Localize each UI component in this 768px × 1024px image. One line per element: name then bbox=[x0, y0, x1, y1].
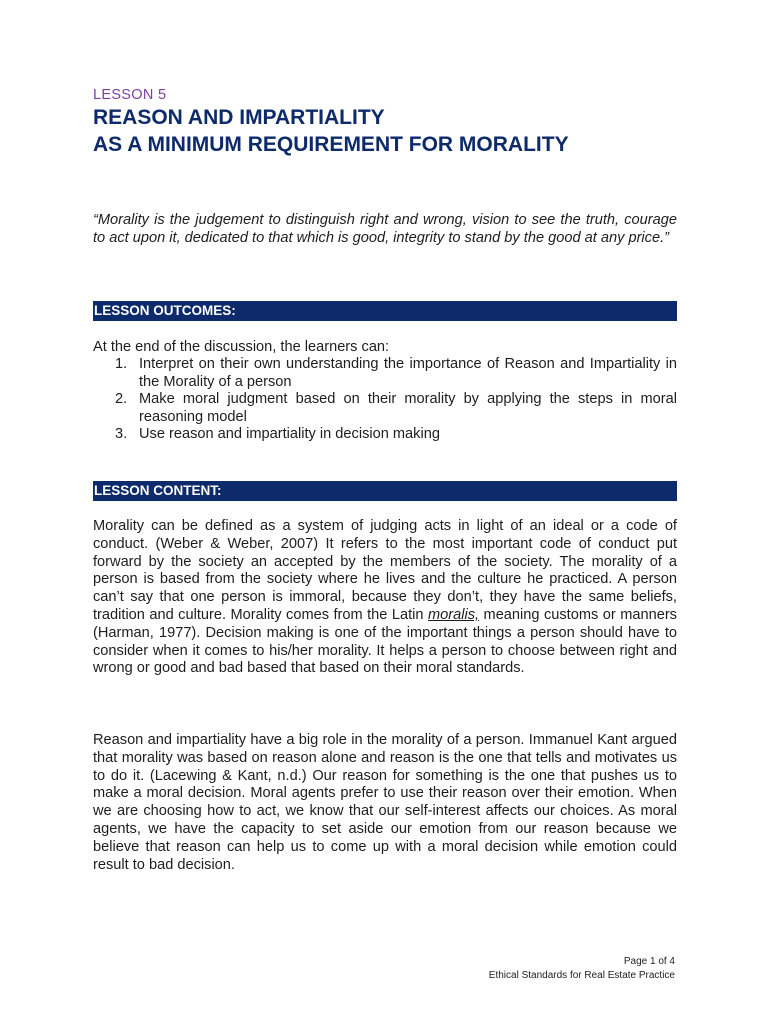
opening-quote: “Morality is the judgement to distinguish right and wrong, vision to see the truth, courage to act upon it, dedicated to that which is good, integrity to stand by the good at any price.” bbox=[93, 212, 677, 246]
content-paragraph-1 bbox=[93, 518, 677, 678]
list-item bbox=[93, 356, 677, 391]
list-item-text: Use reason and impartiality in decision making bbox=[139, 426, 440, 442]
lesson-title bbox=[93, 104, 693, 158]
lesson-content-header: LESSON CONTENT: bbox=[93, 481, 677, 501]
page-footer bbox=[489, 955, 675, 983]
page-number: Page 1 of 4 bbox=[623, 956, 675, 967]
list-item-number: 2. bbox=[115, 391, 128, 407]
list-item-number: 3. bbox=[115, 426, 128, 442]
paragraph-text: meaning customs or manners (Harman, 1977). Decision making is one of the important things a person should have to consider when it comes to his/her morality. It helps a person to choose between right and wrong or good and bad based that based on their moral standards. bbox=[93, 606, 677, 677]
course-name: Ethical Standards for Real Estate Practice bbox=[488, 970, 675, 981]
latin-term: moralis, bbox=[427, 606, 480, 623]
lesson-outcomes-header: LESSON OUTCOMES: bbox=[93, 301, 677, 321]
list-item bbox=[93, 391, 677, 426]
lesson-title-line-2: AS A MINIMUM REQUIREMENT FOR MORALITY bbox=[93, 133, 569, 156]
list-item-text: Make moral judgment based on their morality by applying the steps in moral reasoning model bbox=[139, 391, 677, 425]
list-item-text: Interpret on their own understanding the importance of Reason and Impartiality in the Morality of a person bbox=[139, 356, 677, 390]
outcomes-intro: At the end of the discussion, the learners can: bbox=[93, 339, 390, 355]
lesson-number: LESSON 5 bbox=[93, 87, 167, 103]
lesson-title-line-1: REASON AND IMPARTIALITY bbox=[93, 106, 385, 129]
outcomes-list bbox=[93, 356, 677, 444]
list-item bbox=[93, 426, 677, 444]
paragraph-text: Morality can be defined as a system of judging acts in light of an ideal or a code of conduct. (Weber & Weber, 2007) It refers to the most important code of conduct put forward by the society an accepted by the members of the society. The morality of a person is based from the society where he lives and the culture he practiced. A person can’t say that one person is immoral, because they don’t, they have the same beliefs, tradition and culture. Morality comes from the Latin bbox=[93, 518, 677, 623]
content-paragraph-2: Reason and impartiality have a big role in the morality of a person. Immanuel Kant argued that morality was based on reason alone and reason is the one that tells and motivates us to do it. (Lacewing & Kant, n.d.) Our reason for something is the one that pushes us to make a moral decision. Moral agents prefer to use their reason over their emotion. When we are choosing how to act, we know that our self-interest affects our choices. As moral agents, we have the capacity to set aside our emotion from our reason because we believe that reason can help us to come up with a moral decision while emotion could result to bad decision. bbox=[93, 732, 677, 873]
list-item-number: 1. bbox=[115, 356, 128, 372]
